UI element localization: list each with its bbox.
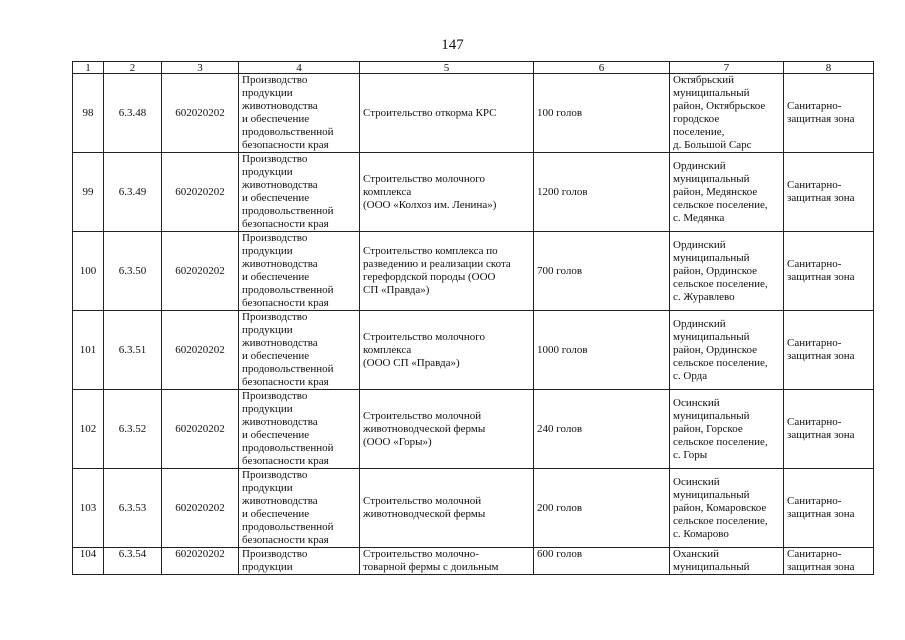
row-classifier: 602020202 bbox=[162, 232, 239, 311]
row-zone: Санитарно- защитная зона bbox=[784, 153, 874, 232]
row-code: 6.3.54 bbox=[104, 548, 162, 575]
row-object: Строительство откорма КРС bbox=[360, 74, 534, 153]
table-row bbox=[73, 548, 874, 575]
row-object: Строительство молочно- товарной фермы с доильным bbox=[360, 548, 534, 575]
row-location: Ординский муниципальный район, Ординское сельское поселение, с. Журавлево bbox=[670, 232, 784, 311]
row-number: 100 bbox=[73, 232, 104, 311]
row-classifier: 602020202 bbox=[162, 74, 239, 153]
page-number: 147 bbox=[441, 37, 464, 53]
row-object: Строительство молочной животноводческой фермы (ООО «Горы») bbox=[360, 390, 534, 469]
row-category: Производство продукции животноводства и обеспечение продовольственной безопасности края bbox=[239, 232, 360, 311]
table-row bbox=[73, 469, 874, 548]
row-category: Производство продукции животноводства и обеспечение продовольственной безопасности края bbox=[239, 469, 360, 548]
row-capacity: 240 голов bbox=[534, 390, 670, 469]
row-zone: Санитарно- защитная зона bbox=[784, 74, 874, 153]
column-header-5: 5 bbox=[360, 62, 534, 74]
row-number: 99 bbox=[73, 153, 104, 232]
header-row bbox=[73, 62, 874, 74]
row-capacity: 200 голов bbox=[534, 469, 670, 548]
row-location: Осинский муниципальный район, Горское сельское поселение, с. Горы bbox=[670, 390, 784, 469]
row-capacity: 1000 голов bbox=[534, 311, 670, 390]
row-category: Производство продукции животноводства и обеспечение продовольственной безопасности края bbox=[239, 74, 360, 153]
row-zone: Санитарно- защитная зона bbox=[784, 548, 874, 575]
column-header-1: 1 bbox=[73, 62, 104, 74]
row-location: Ординский муниципальный район, Ординское сельское поселение, с. Орда bbox=[670, 311, 784, 390]
row-code: 6.3.48 bbox=[104, 74, 162, 153]
row-code: 6.3.52 bbox=[104, 390, 162, 469]
table-row bbox=[73, 311, 874, 390]
row-object: Строительство молочного комплекса (ООО «Колхоз им. Ленина») bbox=[360, 153, 534, 232]
table-row bbox=[73, 74, 874, 153]
row-code: 6.3.51 bbox=[104, 311, 162, 390]
column-header-7: 7 bbox=[670, 62, 784, 74]
row-category: Производство продукции животноводства и обеспечение продовольственной безопасности края bbox=[239, 311, 360, 390]
row-object: Строительство комплекса по разведению и реализации скота герефордской породы (ООО СП «Правда») bbox=[360, 232, 534, 311]
row-location: Октябрьский муниципальный район, Октябрьское городское поселение, д. Большой Сарс bbox=[670, 74, 784, 153]
row-classifier: 602020202 bbox=[162, 311, 239, 390]
row-classifier: 602020202 bbox=[162, 390, 239, 469]
row-object: Строительство молочной животноводческой фермы bbox=[360, 469, 534, 548]
row-code: 6.3.49 bbox=[104, 153, 162, 232]
row-zone: Санитарно- защитная зона bbox=[784, 311, 874, 390]
column-header-6: 6 bbox=[534, 62, 670, 74]
row-zone: Санитарно- защитная зона bbox=[784, 232, 874, 311]
row-classifier: 602020202 bbox=[162, 469, 239, 548]
column-header-8: 8 bbox=[784, 62, 874, 74]
row-capacity: 600 голов bbox=[534, 548, 670, 575]
row-location: Ординский муниципальный район, Медянское сельское поселение, с. Медянка bbox=[670, 153, 784, 232]
row-classifier: 602020202 bbox=[162, 548, 239, 575]
row-category: Производство продукции животноводства и обеспечение продовольственной безопасности края bbox=[239, 153, 360, 232]
row-location: Осинский муниципальный район, Комаровское сельское поселение, с. Комарово bbox=[670, 469, 784, 548]
column-header-2: 2 bbox=[104, 62, 162, 74]
table-row bbox=[73, 153, 874, 232]
row-zone: Санитарно- защитная зона bbox=[784, 390, 874, 469]
row-number: 104 bbox=[73, 548, 104, 575]
row-object: Строительство молочного комплекса (ООО СП «Правда») bbox=[360, 311, 534, 390]
column-header-3: 3 bbox=[162, 62, 239, 74]
row-location: Оханский муниципальный bbox=[670, 548, 784, 575]
row-category: Производство продукции bbox=[239, 548, 360, 575]
row-number: 102 bbox=[73, 390, 104, 469]
row-number: 98 bbox=[73, 74, 104, 153]
table-row bbox=[73, 390, 874, 469]
column-header-4: 4 bbox=[239, 62, 360, 74]
row-category: Производство продукции животноводства и обеспечение продовольственной безопасности края bbox=[239, 390, 360, 469]
row-code: 6.3.50 bbox=[104, 232, 162, 311]
row-zone: Санитарно- защитная зона bbox=[784, 469, 874, 548]
row-classifier: 602020202 bbox=[162, 153, 239, 232]
row-capacity: 1200 голов bbox=[534, 153, 670, 232]
row-capacity: 100 голов bbox=[534, 74, 670, 153]
row-code: 6.3.53 bbox=[104, 469, 162, 548]
table-row bbox=[73, 232, 874, 311]
row-capacity: 700 голов bbox=[534, 232, 670, 311]
row-number: 101 bbox=[73, 311, 104, 390]
register-table bbox=[72, 61, 874, 575]
row-number: 103 bbox=[73, 469, 104, 548]
